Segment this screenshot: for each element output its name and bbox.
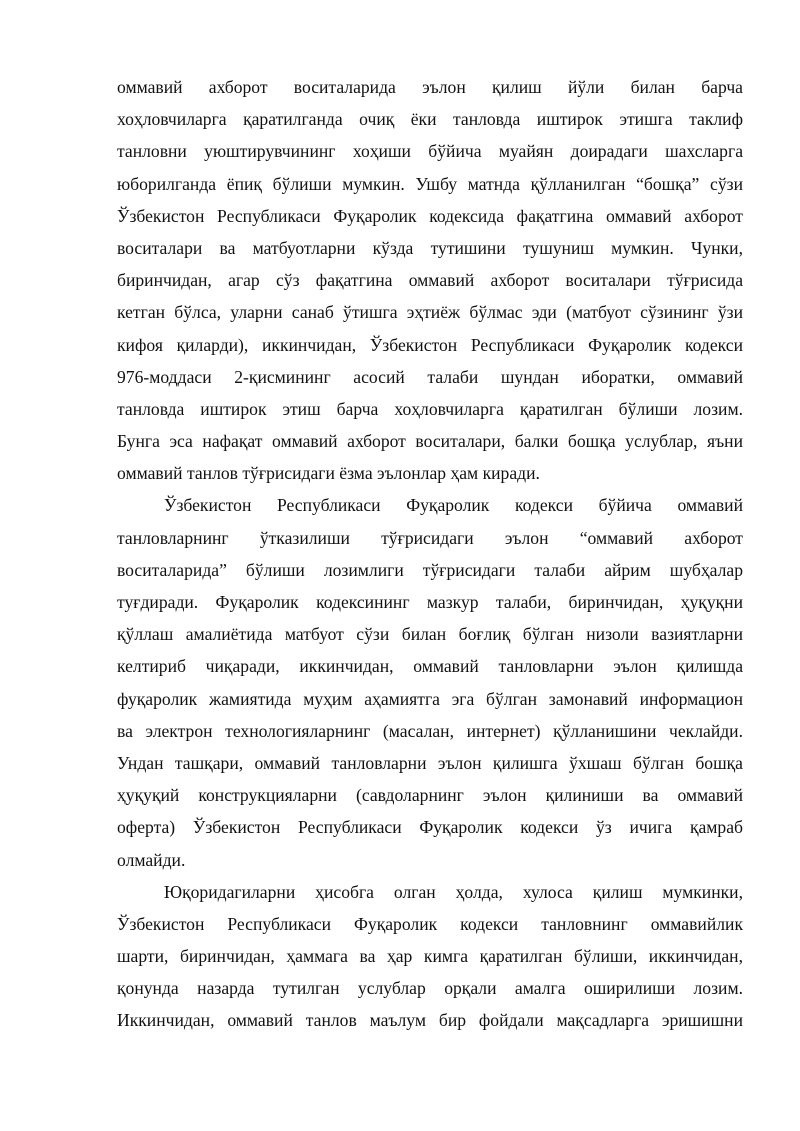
text-line: қонунда назарда тутилган услублар орқали амалга оширилиши лозим. (117, 978, 743, 999)
text-line: воситалари ва матбуотларни кўзда тутишини тушуниш мумкин. Чунки, (117, 237, 743, 258)
text-line: танловда иштирок этиш барча хоҳловчиларга қаратилган бўлиши лозим. (117, 398, 743, 419)
text-line: танловни уюштирувчининг хоҳиши бўйича муайян доирадаги шахсларга (117, 141, 743, 162)
text-line: юборилганда ёпиқ бўлиши мумкин. Ушбу матнда қўлланилган “бошқа” сўзи (117, 173, 743, 194)
text-line: танловларнинг ўтказилиши тўғрисидаги эълон “оммавий ахборот (117, 527, 743, 548)
text-line: Юқоридагиларни ҳисобга олган ҳолда, хулоса қилиш мумкинки, (164, 881, 743, 902)
text-line: ҳуқуқий конструкцияларни (савдоларнинг эълон қилиниши ва оммавий (117, 785, 743, 806)
paragraph-2 (117, 489, 743, 875)
text-line: кифоя қиларди), иккинчидан, Ўзбекистон Республикаси Фуқаролик кодекси (117, 334, 743, 355)
text-line: Иккинчидан, оммавий танлов маълум бир фойдали мақсадларга эришишни (117, 1010, 743, 1031)
text-line: туғдиради. Фуқаролик кодексининг мазкур талаби, биринчидан, ҳуқуқни (117, 592, 743, 612)
document-body (117, 71, 743, 1037)
text-line: 976-моддаси 2-қисмининг асосий талаби шундан иборатки, оммавий (117, 366, 743, 387)
text-line: воситаларида” бўлиши лозимлиги тўғрисидаги талаби айрим шубҳалар (117, 559, 743, 580)
text-line: Ўзбекистон Республикаси Фуқаролик кодекси танловнинг оммавийлик (117, 913, 743, 934)
text-line: Ўзбекистон Республикаси Фуқаролик кодекси бўйича оммавий (164, 495, 743, 516)
text-line: келтириб чиқаради, иккинчидан, оммавий танловларни эълон қилишда (117, 656, 743, 677)
text-line: фуқаролик жамиятида муҳим аҳамиятга эга бўлган замонавий информацион (117, 688, 743, 709)
text-line: оммавий танлов тўғрисидаги ёзма эълонлар ҳам киради. (117, 463, 540, 484)
text-line: хоҳловчиларга қаратилганда очиқ ёки танловда иштирок этишга таклиф (117, 109, 743, 130)
text-line: Ўзбекистон Республикаси Фуқаролик кодексида фақатгина оммавий ахборот (117, 205, 743, 226)
text-line: қўллаш амалиётида матбуот сўзи билан боғлиқ бўлган низоли вазиятларни (117, 624, 743, 645)
text-line: биринчидан, агар сўз фақатгина оммавий ахборот воситалари тўғрисида (117, 270, 743, 291)
text-line: Бунга эса нафақат оммавий ахборот воситалари, балки бошқа услублар, яъни (117, 431, 743, 452)
paragraph-1 (117, 71, 743, 489)
text-line: ва электрон технологияларнинг (масалан, интернет) қўлланишини чеклайди. (117, 720, 743, 741)
text-line: оферта) Ўзбекистон Республикаси Фуқаролик кодекси ўз ичига қамраб (117, 817, 743, 838)
text-line: оммавий ахборот воситаларида эълон қилиш йўли билан барча (117, 77, 743, 97)
text-line: шарти, биринчидан, ҳаммага ва ҳар кимга қаратилган бўлиши, иккинчидан, (117, 946, 743, 967)
text-line: Ундан ташқари, оммавий танловларни эълон қилишга ўхшаш бўлган бошқа (117, 752, 743, 773)
paragraph-3 (117, 876, 743, 1037)
text-line: кетган бўлса, уларни санаб ўтишга эҳтиёж бўлмас эди (матбуот сўзининг ўзи (117, 302, 743, 323)
text-line: олмайди. (117, 849, 186, 870)
